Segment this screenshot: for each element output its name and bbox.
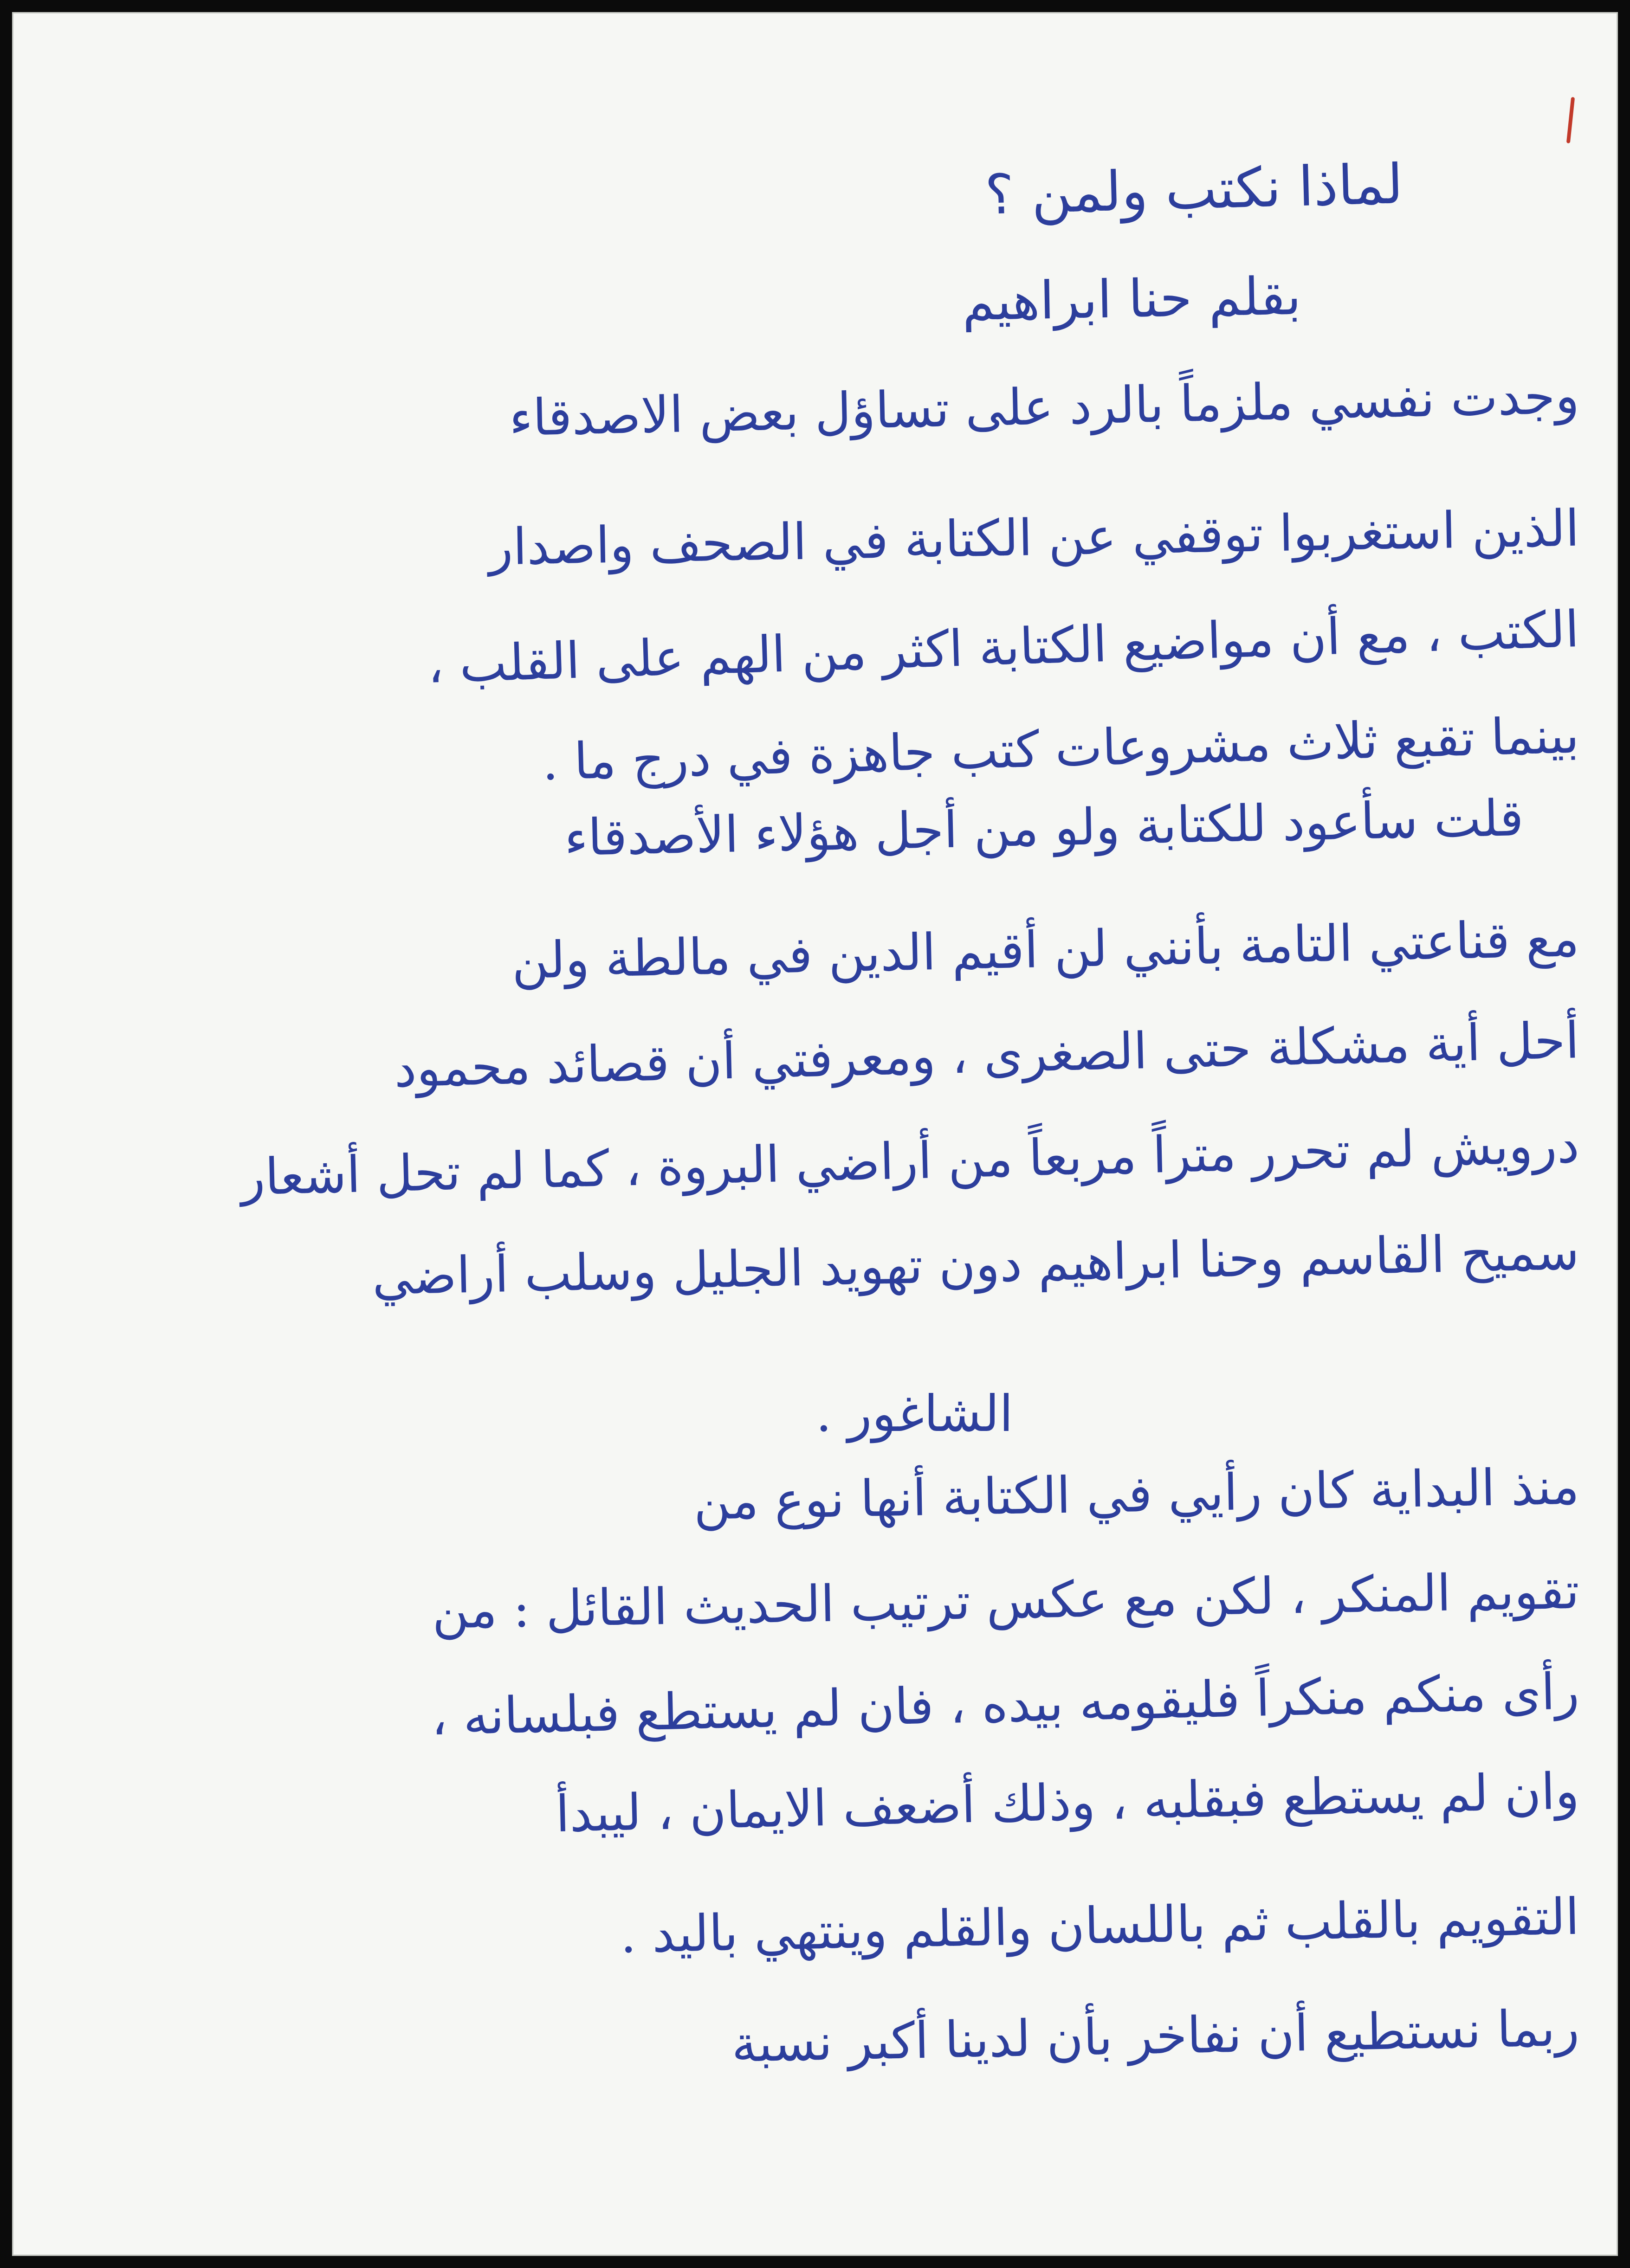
text-line: الكتب ، مع أن مواضيع الكتابة اكثر من الهم على القلب ، [427,600,1580,695]
text-line: وجدت نفسي ملزماً بالرد على تساؤل بعض الاصدقاء [508,367,1580,448]
text-line: مع قناعتي التامة بأنني لن أقيم الدين في مالطة ولن [511,909,1580,991]
text-line: بينما تقبع ثلاث مشروعات كتب جاهزة في درج ما . [541,706,1580,792]
text-line: وان لم يستطع فبقلبه ، وذلك أضعف الايمان ، ليبدأ [555,1762,1580,1844]
text-line: تقويم المنكر ، لكن مع عكس ترتيب الحديث القائل : من [431,1562,1580,1640]
text-line: أحل أية مشكلة حتى الصغرى ، ومعرفتي أن قصائد محمود [393,1012,1580,1099]
text-line: سميح القاسم وحنا ابراهيم دون تهويد الجليل وسلب أراضي [371,1223,1580,1307]
text-line: الذين استغربوا توقفي عن الكتابة في الصحف واصدار [488,499,1580,577]
handwritten-text-block [13,13,1617,2255]
author-byline: بقلم حنا ابراهيم [961,266,1302,333]
text-line: ربما نستطيع أن نفاخر بأن لدينا أكبر نسبة [731,1999,1580,2074]
handwritten-page [12,12,1618,2256]
text-line: منذ البداية كان رأيي في الكتابة أنها نوع من [693,1457,1580,1531]
text-line: رأى منكم منكراً فليقومه بيده ، فان لم يستطع فبلسانه ، [430,1662,1580,1747]
text-line: قلت سأعود للكتابة ولو من أجل هؤلاء الأصدقاء [563,789,1524,868]
text-line: الشاغور . [815,1385,1013,1443]
document-title: لماذا نكتب ولمن ؟ [984,152,1404,227]
text-line: درويش لم تحرر متراً مربعاً من أراضي البروة ، كما لم تحل أشعار [240,1116,1580,1207]
text-line: التقويم بالقلب ثم باللسان والقلم وينتهي باليد . [620,1888,1580,1965]
